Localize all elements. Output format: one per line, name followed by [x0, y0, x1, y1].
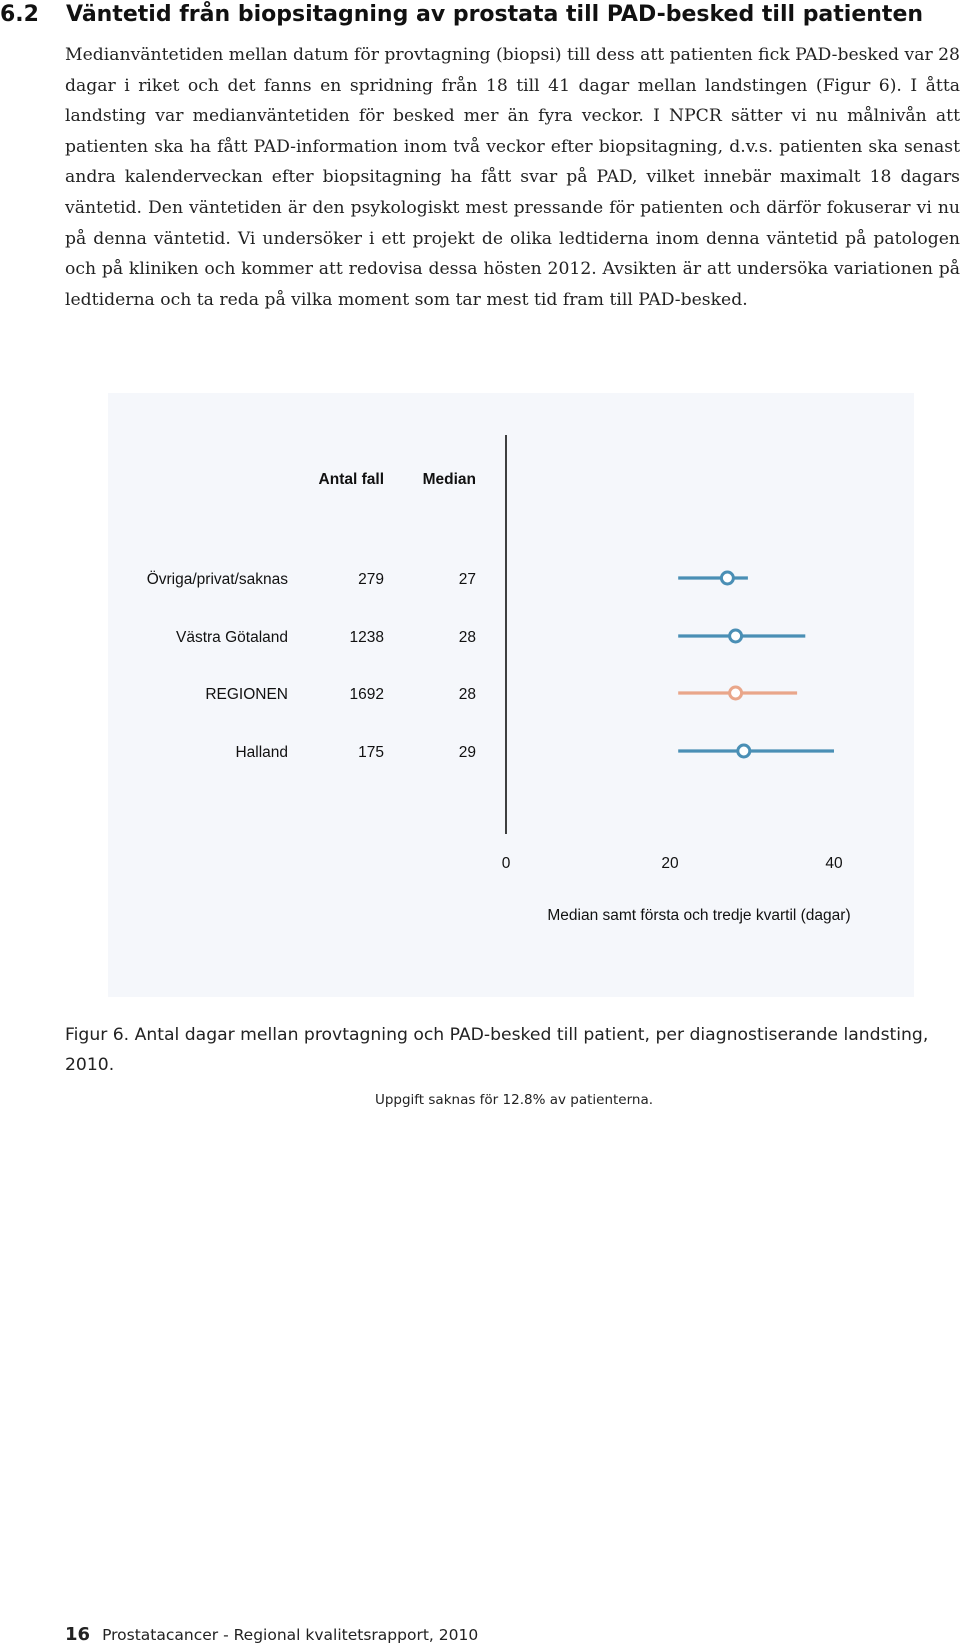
x-axis-label: Median samt första och tredje kvartil (dagar): [547, 907, 851, 924]
page-number: 16: [65, 1624, 91, 1645]
section-heading: [0, 0, 950, 30]
row-label: Västra Götaland: [175, 629, 288, 646]
rows-layer: [147, 570, 834, 761]
row-label: Övriga/privat/saknas: [146, 571, 288, 588]
row-label: REGIONEN: [205, 686, 288, 703]
forest-plot: [108, 393, 914, 997]
median-point: [730, 687, 742, 699]
row-median-value: 27: [458, 571, 476, 588]
column-header-antal-fall: Antal fall: [318, 471, 384, 488]
section-number: 6.2: [0, 2, 39, 27]
row-antal-fall: 175: [358, 744, 384, 761]
x-ticks-layer: [502, 855, 843, 872]
row-antal-fall: 279: [358, 571, 384, 588]
section-title: Väntetid från biopsitagning av prostata till PAD-besked till patienten: [66, 2, 924, 27]
missing-data-note: Uppgift saknas för 12.8% av patienterna.: [374, 1092, 654, 1108]
body-paragraph: Medianväntetiden mellan datum för provtagning (biopsi) till dess att patienten fick PAD-besked var 28 dagar i riket och det fanns en spridning från 18 till 41 dagar mellan landstingen (Figur 6). I åtta landsting var medianväntetiden för besked mer än fyra veckor. I NPCR sätter vi nu målnivån att patienten ska ha fått PAD-information inom två veckor efter biopsitagning, d.v.s. patienten ska senast andra kalenderveckan efter biopsitagning ha fått svar på PAD, vilket innebär maximalt 18 dagars väntetid. Den väntetiden är den psykologiskt mest pressande för patienten och därför fokuserar vi nu på denna väntetid. Vi undersöker i ett projekt de olika ledtiderna inom denna väntetid på patologen och på kliniken och kommer att redovisa dessa hösten 2012. Avsikten är att undersöka variationen på ledtiderna och ta reda på vilka moment som tar mest tid fram till PAD-besked.: [65, 45, 960, 310]
report-title: Prostatacancer - Regional kvalitetsrapport, 2010: [102, 1626, 479, 1644]
x-tick-label: 20: [661, 855, 679, 872]
column-header-median: Median: [422, 471, 476, 488]
row-label: Halland: [235, 744, 288, 761]
row-antal-fall: 1692: [349, 686, 384, 703]
figure-panel: [108, 393, 914, 997]
row-median-value: 29: [458, 744, 476, 761]
median-point: [730, 630, 742, 642]
row-median-value: 28: [458, 686, 476, 703]
page-footer: [65, 1624, 478, 1645]
row-median-value: 28: [458, 629, 476, 646]
median-point: [721, 572, 733, 584]
x-tick-label: 0: [501, 855, 511, 872]
row-antal-fall: 1238: [349, 629, 384, 646]
column-headers: [319, 471, 476, 488]
x-tick-label: 40: [825, 855, 843, 872]
median-point: [738, 745, 750, 757]
figure-caption: Figur 6. Antal dagar mellan provtagning och PAD-besked till patient, per diagnostiserande landsting, 2010.: [65, 1025, 929, 1075]
